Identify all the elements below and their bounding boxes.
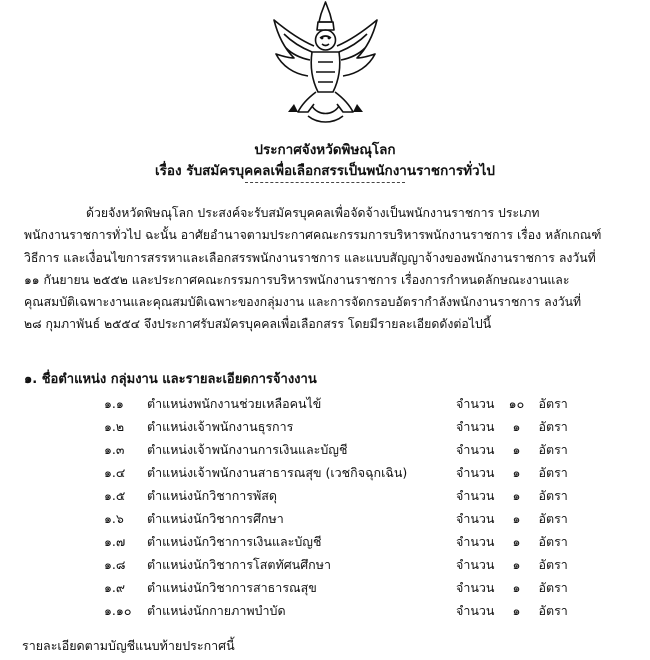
count-label: จำนวน [456, 603, 495, 618]
intro-line: พนักงานราชการทั่วไป ฉะนั้น อาศัยอำนาจตามประกาศคณะกรรมการบริหารพนักงานราชการ เรื่อง หลักเกณฑ์ [24, 228, 602, 243]
count-unit: อัตรา [538, 557, 568, 572]
count-value: ๑ [512, 557, 521, 572]
announcement-subject: เรื่อง รับสมัครบุคคลเพื่อเลือกสรรเป็นพนักงานราชการทั่วไป [155, 163, 495, 179]
count-unit: อัตรา [538, 534, 568, 549]
position-number: ๑.๘ [104, 557, 126, 572]
count-label: จำนวน [456, 534, 495, 549]
count-value: ๑ [512, 419, 521, 434]
count-unit: อัตรา [538, 396, 568, 411]
position-number: ๑.๗ [104, 534, 126, 549]
position-number: ๑.๓ [104, 442, 125, 457]
position-number: ๑.๖ [104, 511, 124, 526]
intro-paragraph [24, 202, 640, 336]
intro-line: คุณสมบัติเฉพาะงานและคุณสมบัติเฉพาะของกลุ่มงาน และการจัดกรอบอัตรากำลังพนักงานราชการ ลงวันที่ [24, 295, 582, 310]
position-row [0, 417, 650, 439]
position-row [0, 463, 650, 485]
count-label: จำนวน [456, 396, 495, 411]
section-heading: ๑. ชื่อตำแหน่ง กลุ่มงาน และรายละเอียดการจ้างงาน [24, 372, 317, 387]
position-row [0, 601, 650, 623]
position-count [456, 532, 568, 552]
count-value: ๑๐ [508, 396, 525, 411]
position-row [0, 532, 650, 554]
count-label: จำนวน [456, 419, 495, 434]
position-count [456, 578, 568, 598]
count-value: ๑ [512, 511, 521, 526]
position-name: ตำแหน่งนักวิชาการพัสดุ [147, 488, 278, 503]
position-number: ๑.๒ [104, 419, 125, 434]
position-number: ๑.๑๐ [104, 603, 132, 618]
position-row [0, 555, 650, 577]
garuda-emblem-icon [268, 0, 383, 125]
position-name: ตำแหน่งเจ้าพนักงานการเงินและบัญชี [147, 442, 348, 457]
position-count [456, 417, 568, 437]
position-name: ตำแหน่งเจ้าพนักงานสาธารณสุข (เวชกิจฉุกเฉิน) [147, 465, 408, 480]
position-count [456, 509, 568, 529]
intro-line: ๒๘ กุมภาพันธ์ ๒๕๕๔ จึงประกาศรับสมัครบุคคลเพื่อเลือกสรร โดยมีรายละเอียดดังต่อไปนี้ [24, 317, 492, 332]
position-count [456, 394, 568, 414]
count-value: ๑ [512, 603, 521, 618]
position-count [456, 486, 568, 506]
position-name: ตำแหน่งเจ้าพนักงานธุรการ [147, 419, 294, 434]
count-unit: อัตรา [538, 488, 568, 503]
count-label: จำนวน [456, 511, 495, 526]
position-number: ๑.๙ [104, 580, 126, 595]
count-label: จำนวน [456, 442, 495, 457]
count-unit: อัตรา [538, 465, 568, 480]
count-label: จำนวน [456, 488, 495, 503]
count-unit: อัตรา [538, 580, 568, 595]
count-unit: อัตรา [538, 419, 568, 434]
position-name: ตำแหน่งนักวิชาการศึกษา [147, 511, 284, 526]
footer-note: รายละเอียดตามบัญชีแนบท้ายประกาศนี้ [22, 638, 235, 653]
intro-line: ๑๑ กันยายน ๒๕๕๒ และประกาศคณะกรรมการบริหารพนักงานราชการ เรื่องการกำหนดลักษณะงานและ [24, 272, 570, 287]
position-number: ๑.๑ [104, 396, 124, 411]
count-value: ๑ [512, 580, 521, 595]
count-value: ๑ [512, 488, 521, 503]
position-count [456, 463, 568, 483]
position-number: ๑.๔ [104, 465, 126, 480]
count-unit: อัตรา [538, 442, 568, 457]
count-unit: อัตรา [538, 511, 568, 526]
count-label: จำนวน [456, 557, 495, 572]
count-value: ๑ [512, 442, 521, 457]
position-count [456, 440, 568, 460]
count-value: ๑ [512, 465, 521, 480]
count-value: ๑ [512, 534, 521, 549]
position-row [0, 486, 650, 508]
count-label: จำนวน [456, 465, 495, 480]
title-divider [245, 182, 405, 183]
count-unit: อัตรา [538, 603, 568, 618]
position-row [0, 509, 650, 531]
announcement-title: ประกาศจังหวัดพิษณุโลก [254, 142, 396, 158]
intro-line: วิธีการ และเงื่อนไขการสรรหาและเลือกสรรพนักงานราชการ และแบบสัญญาจ้างของพนักงานราชการ ลงวันที่ [24, 250, 596, 265]
position-count [456, 555, 568, 575]
position-count [456, 601, 568, 621]
position-name: ตำแหน่งนักวิชาการโสตทัศนศึกษา [147, 557, 331, 572]
position-row [0, 578, 650, 600]
position-name: ตำแหน่งนักกายภาพบำบัด [147, 603, 286, 618]
intro-line: ด้วยจังหวัดพิษณุโลก ประสงค์จะรับสมัครบุคคลเพื่อจัดจ้างเป็นพนักงานราชการ ประเภท [86, 206, 540, 220]
position-name: ตำแหน่งนักวิชาการสาธารณสุข [147, 580, 317, 595]
position-number: ๑.๕ [104, 488, 126, 503]
position-name: ตำแหน่งพนักงานช่วยเหลือคนไข้ [147, 396, 322, 411]
position-row [0, 440, 650, 462]
position-name: ตำแหน่งนักวิชาการเงินและบัญชี [147, 534, 322, 549]
count-label: จำนวน [456, 580, 495, 595]
position-row [0, 394, 650, 416]
